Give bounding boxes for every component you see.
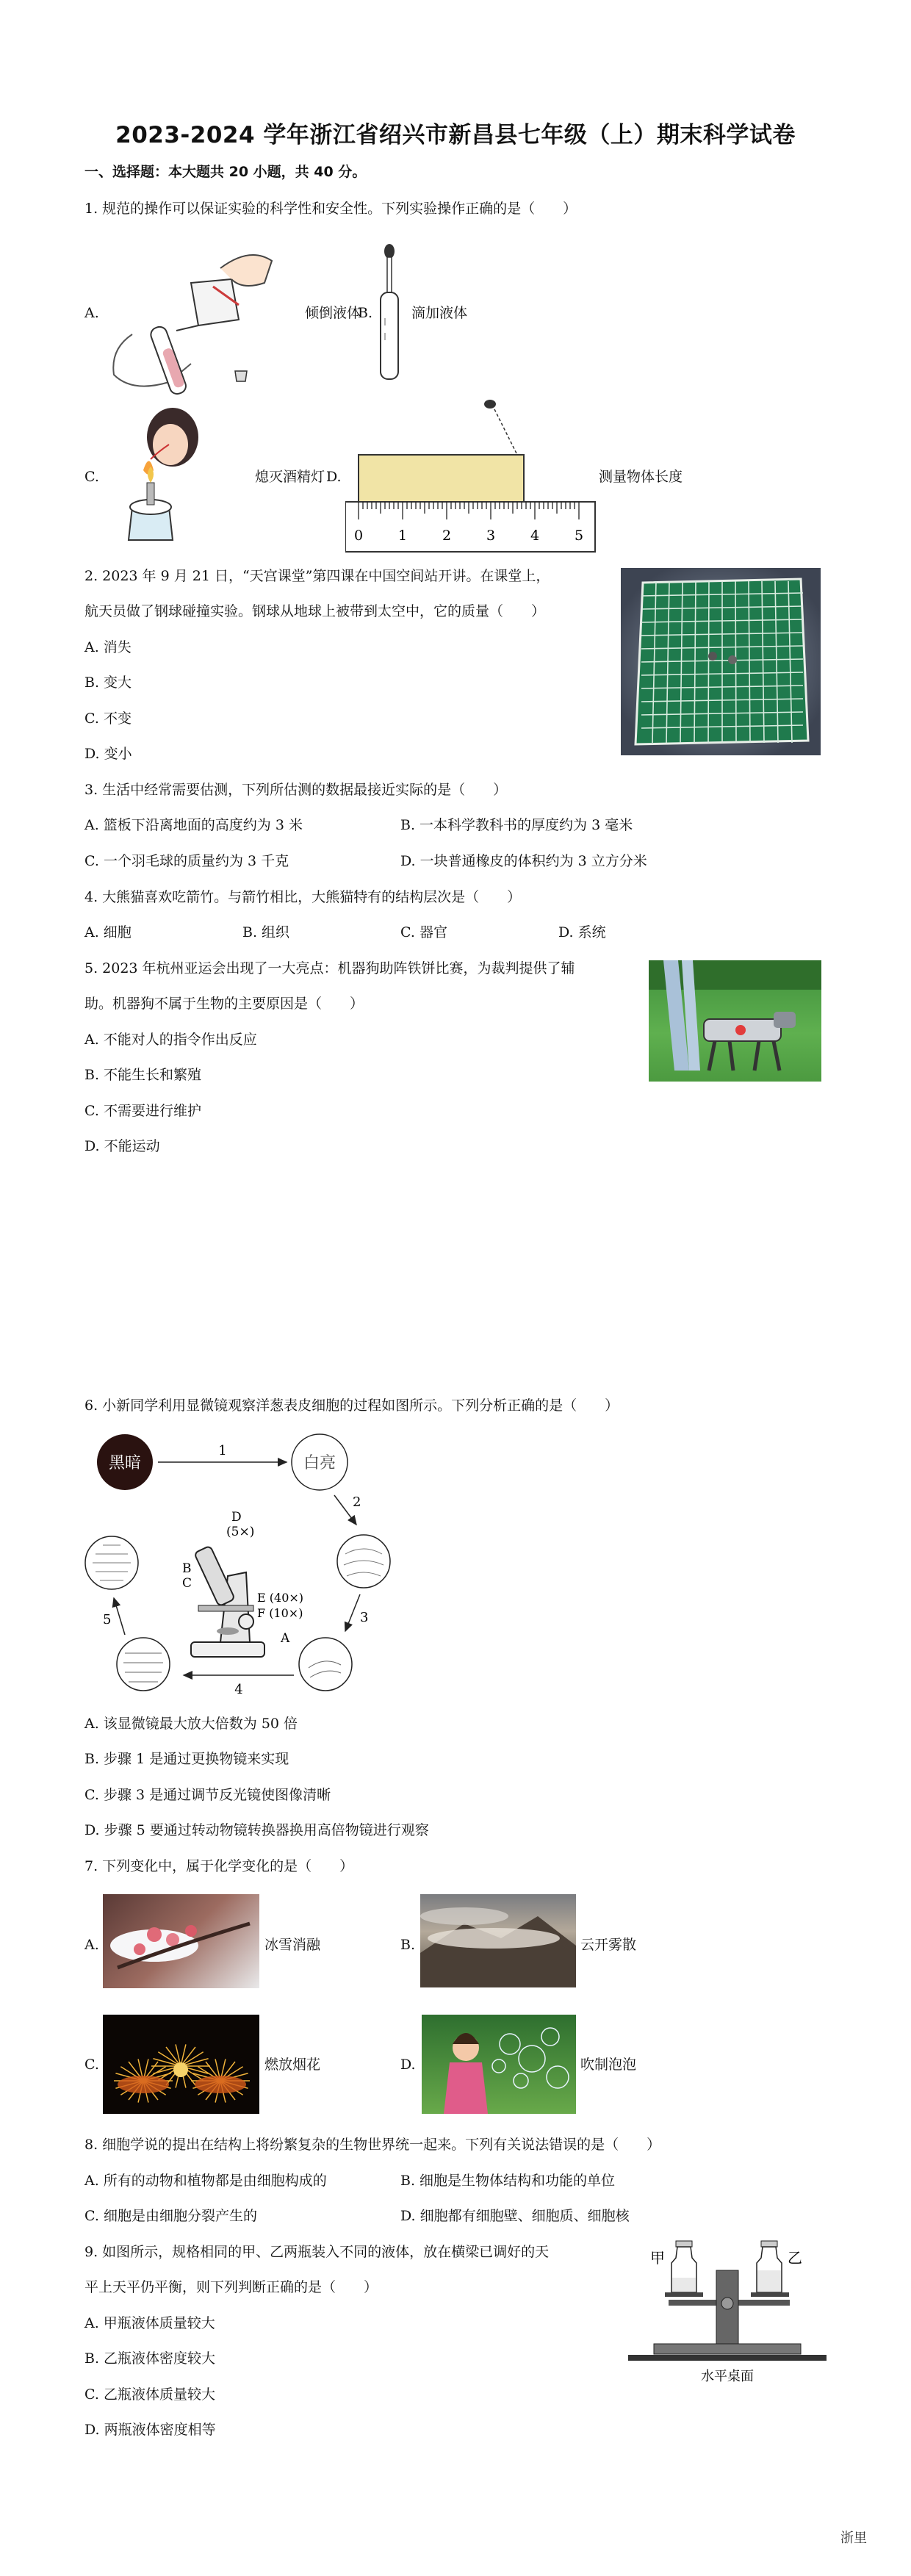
q1-option-b-text: 滴加液体	[411, 305, 468, 321]
q8-option-a: A. 所有的动物和植物都是由细胞构成的	[84, 2173, 327, 2189]
q1-option-c-letter: C.	[84, 469, 99, 485]
dropper-figure	[375, 241, 404, 384]
label-a: A	[281, 1631, 290, 1646]
bottle-yi-label: 乙	[788, 2249, 802, 2267]
robot-dog-figure	[649, 960, 821, 1082]
q1-option-d-text: 测量物体长度	[599, 469, 683, 485]
q3-option-a: A. 篮板下沿离地面的高度约为 3 米	[84, 817, 303, 833]
q8-option-c: C. 细胞是由细胞分裂产生的	[84, 2208, 257, 2224]
q5-option-a: A. 不能对人的指令作出反应	[84, 1032, 257, 1048]
q4-option-a: A. 细胞	[84, 924, 132, 940]
q5-stem-line1: 5. 2023 年杭州亚运会出现了一大亮点：机器狗助阵铁饼比赛，为裁判提供了辅	[84, 960, 575, 976]
q4-option-d: D. 系统	[558, 924, 606, 940]
q6-option-d: D. 步骤 5 要通过转动物镜转换器换用高倍物镜进行观察	[84, 1822, 429, 1838]
q2-option-b: B. 变大	[84, 674, 132, 691]
q7-option-c-letter: C.	[84, 2057, 99, 2073]
melting-snow-photo	[103, 1894, 259, 1988]
robot-dog-photo	[649, 960, 821, 1082]
section-heading: 一、选择题：本大题共 20 小题，共 40 分。	[84, 164, 367, 180]
page-footer: 浙里	[840, 2530, 867, 2546]
q4-option-b: B. 组织	[242, 924, 290, 940]
mountain-clouds-figure	[420, 1894, 576, 1987]
microscope-process-diagram	[81, 1429, 397, 1708]
q6-stem: 6. 小新同学利用显微镜观察洋葱表皮细胞的过程如图所示。下列分析正确的是（ ）	[84, 1397, 619, 1414]
q7-option-a-letter: A.	[84, 1937, 99, 1953]
label-e: E (40×)	[257, 1591, 304, 1605]
q4-stem: 4. 大熊猫喜欢吃箭竹。与箭竹相比，大熊猫特有的结构层次是（ ）	[84, 889, 522, 905]
q2-option-d: D. 变小	[84, 746, 132, 762]
girl-bubbles-figure	[422, 2015, 576, 2114]
bright-label: 白亮	[303, 1454, 336, 1472]
q1-option-c-text: 熄灭酒精灯	[255, 469, 325, 485]
q2-option-a: A. 消失	[84, 639, 132, 655]
balance-figure	[624, 2230, 830, 2388]
q7-option-a-text: 冰雪消融	[264, 1937, 321, 1953]
q7-option-d-letter: D.	[400, 2057, 416, 2073]
desk-label: 水平桌面	[701, 2369, 754, 2384]
clouds-fog-photo	[420, 1894, 576, 1987]
alcohol-lamp-figure	[103, 400, 228, 551]
q1-option-a-text: 倾倒液体	[305, 305, 361, 321]
grid-line	[708, 581, 709, 743]
ruler-tick-label: 2	[442, 528, 452, 544]
q5-stem-line2: 助。机器狗不属于生物的主要原因是（ ）	[84, 996, 364, 1012]
q1-option-d-letter: D.	[326, 469, 342, 485]
ruler-tick-label: 1	[397, 528, 408, 544]
q1-stem: 1. 规范的操作可以保证实验的科学性和安全性。下列实验操作正确的是（ ）	[84, 201, 577, 217]
q7-option-d-text: 吹制泡泡	[580, 2057, 637, 2073]
q3-option-b: B. 一本科学教科书的厚度约为 3 毫米	[400, 817, 633, 833]
fireworks-figure	[103, 2015, 259, 2114]
label-d: D	[231, 1510, 242, 1525]
step-2: 2	[353, 1494, 361, 1510]
q5-option-b: B. 不能生长和繁殖	[84, 1067, 202, 1083]
q3-stem: 3. 生活中经常需要估测，下列所估测的数据最接近实际的是（ ）	[84, 782, 508, 798]
q6-option-b: B. 步骤 1 是通过更换物镜来实现	[84, 1751, 289, 1767]
q6-option-c: C. 步骤 3 是通过调节反光镜使图像清晰	[84, 1787, 331, 1803]
q1-option-a-letter: A.	[84, 305, 99, 321]
step-4: 4	[234, 1682, 243, 1697]
bubbles-photo	[422, 2015, 576, 2114]
q7-option-b-letter: B.	[400, 1937, 416, 1953]
microscope-icon	[191, 1546, 264, 1657]
dark-label: 黑暗	[108, 1454, 142, 1472]
steel-ball-grid	[621, 568, 821, 755]
ruler-tick-label: 3	[486, 528, 496, 544]
q9-option-a: A. 甲瓶液体质量较大	[84, 2315, 215, 2331]
snow-flower-figure	[103, 1894, 259, 1988]
q7-stem: 7. 下列变化中，属于化学变化的是（ ）	[84, 1858, 354, 1874]
q4-option-c: C. 器官	[400, 924, 447, 940]
fireworks-photo	[103, 2015, 259, 2114]
label-c: C	[182, 1576, 192, 1591]
q5-option-c: C. 不需要进行维护	[84, 1103, 201, 1119]
ruler-tick-label: 4	[530, 528, 540, 544]
q6-option-a: A. 该显微镜最大放大倍数为 50 倍	[84, 1716, 298, 1732]
q7-option-b-text: 云开雾散	[580, 1937, 637, 1953]
q9-option-d: D. 两瓶液体密度相等	[84, 2422, 216, 2438]
q8-option-b: B. 细胞是生物体结构和功能的单位	[400, 2173, 616, 2189]
q3-option-c: C. 一个羽毛球的质量约为 3 千克	[84, 853, 289, 869]
space-station-photo	[621, 568, 821, 755]
q9-option-b: B. 乙瓶液体密度较大	[84, 2350, 216, 2367]
ruler-tick-label: 5	[574, 528, 584, 544]
step-3: 3	[360, 1610, 369, 1625]
pouring-liquid-figure	[103, 239, 279, 408]
step-1: 1	[218, 1443, 227, 1458]
q7-option-c-text: 燃放烟花	[264, 2057, 321, 2073]
ruler-figure	[345, 393, 602, 555]
q3-option-d: D. 一块普通橡皮的体积约为 3 立方分米	[400, 853, 647, 869]
label-b: B	[182, 1561, 192, 1576]
q2-stem-line2: 航天员做了钢球碰撞实验。钢球从地球上被带到太空中，它的质量（ ）	[84, 603, 546, 619]
q8-stem: 8. 细胞学说的提出在结构上将纷繁复杂的生物世界统一起来。下列有关说法错误的是（ ）	[84, 2137, 661, 2153]
q9-stem-line2: 平上天平仍平衡，则下列判断正确的是（ ）	[84, 2279, 378, 2295]
label-f: F (10×)	[257, 1606, 303, 1620]
q2-stem-line1: 2. 2023 年 9 月 21 日，“天宫课堂”第四课在中国空间站开讲。在课堂上，	[84, 568, 550, 584]
q1-option-b-letter: B.	[358, 305, 373, 321]
bottle-jia-label: 甲	[650, 2249, 665, 2267]
label-d-mag: (5×)	[226, 1525, 255, 1539]
step-5: 5	[103, 1612, 112, 1627]
page-title: 2023-2024 学年浙江省绍兴市新昌县七年级（上）期末科学试卷	[115, 122, 796, 148]
ruler-tick-label: 0	[353, 528, 364, 544]
q8-option-d: D. 细胞都有细胞壁、细胞质、细胞核	[400, 2208, 630, 2224]
q2-option-c: C. 不变	[84, 710, 132, 727]
q9-option-c: C. 乙瓶液体质量较大	[84, 2386, 215, 2403]
q9-stem-line1: 9. 如图所示，规格相同的甲、乙两瓶装入不同的液体，放在横梁已调好的天	[84, 2244, 550, 2260]
q5-option-d: D. 不能运动	[84, 1138, 160, 1154]
